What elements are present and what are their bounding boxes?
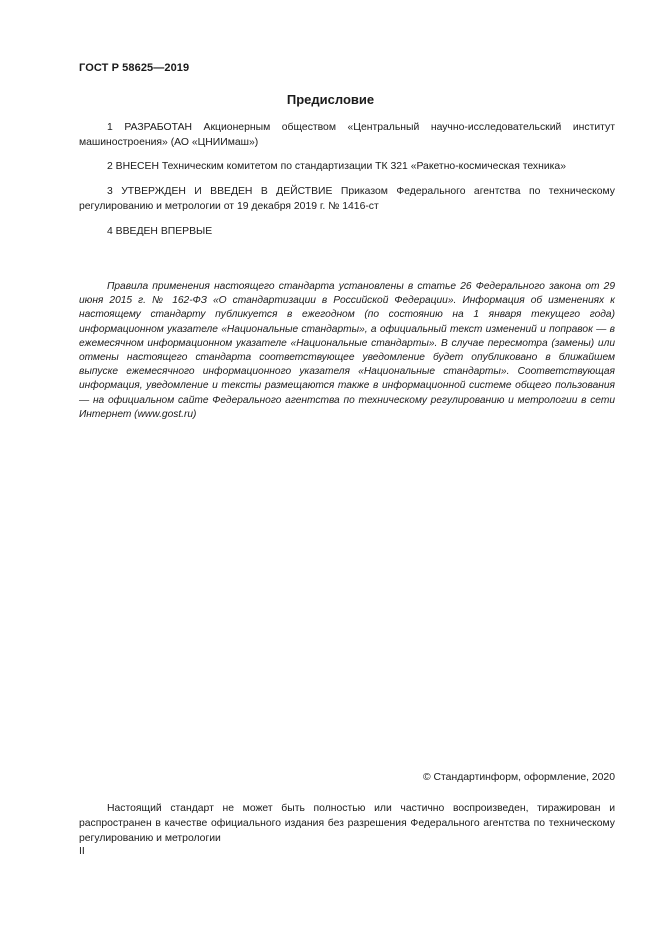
preface-item-first-introduced: 4 ВВЕДЕН ВПЕРВЫЕ [107, 226, 213, 237]
preface-item-introduced: 2 ВНЕСЕН Техническим комитетом по стандартизации ТК 321 «Ракетно-космическая техника» [107, 161, 566, 172]
page-number: II [79, 846, 85, 857]
preface-item-approved: 3 УТВЕРЖДЕН И ВВЕДЕН В ДЕЙСТВИЕ Приказом Федерального агентства по техническому регулированию и метрологии от 19 декабря 2019 г. № 1416-ст [79, 186, 615, 212]
standard-code: ГОСТ Р 58625—2019 [79, 62, 190, 74]
application-rules-notice: Правила применения настоящего стандарта установлены в статье 26 Федерального закона от 29 июня 2015 г. № 162-ФЗ «О стандартизации в Российской Федерации». Информация об изменениях к настоящему стандарту публикуется в ежегодном (по состоянию на 1 января текущего года) информационном указателе «Национальные стандарты», а официальный текст изменений и поправок — в ежемесячном информационном указателе «Национальные стандарты». В случае пересмотра (замены) или отмены настоящего стандарта соответствующее уведомление будет опубликовано в ближайшем выпуске ежемесячного информационного указателя «Национальные стандарты». Соответствующая информация, уведомление и тексты размещаются также в информационной системе общего пользования — на официальном сайте Федерального агентства по техническому регулированию и метрологии в сети Интернет (www.gost.ru) [79, 281, 615, 420]
copyright-line: © Стандартинформ, оформление, 2020 [422, 772, 615, 783]
preface-title: Предисловие [286, 92, 375, 107]
reproduction-notice: Настоящий стандарт не может быть полностью или частично воспроизведен, тиражирован и распространен в качестве официального издания без разрешения Федерального агентства по техническому регулированию и метрологии [79, 803, 615, 844]
preface-item-developed: 1 РАЗРАБОТАН Акционерным обществом «Центральный научно-исследовательский институт машиностроения» (АО «ЦНИИмаш») [79, 122, 615, 148]
